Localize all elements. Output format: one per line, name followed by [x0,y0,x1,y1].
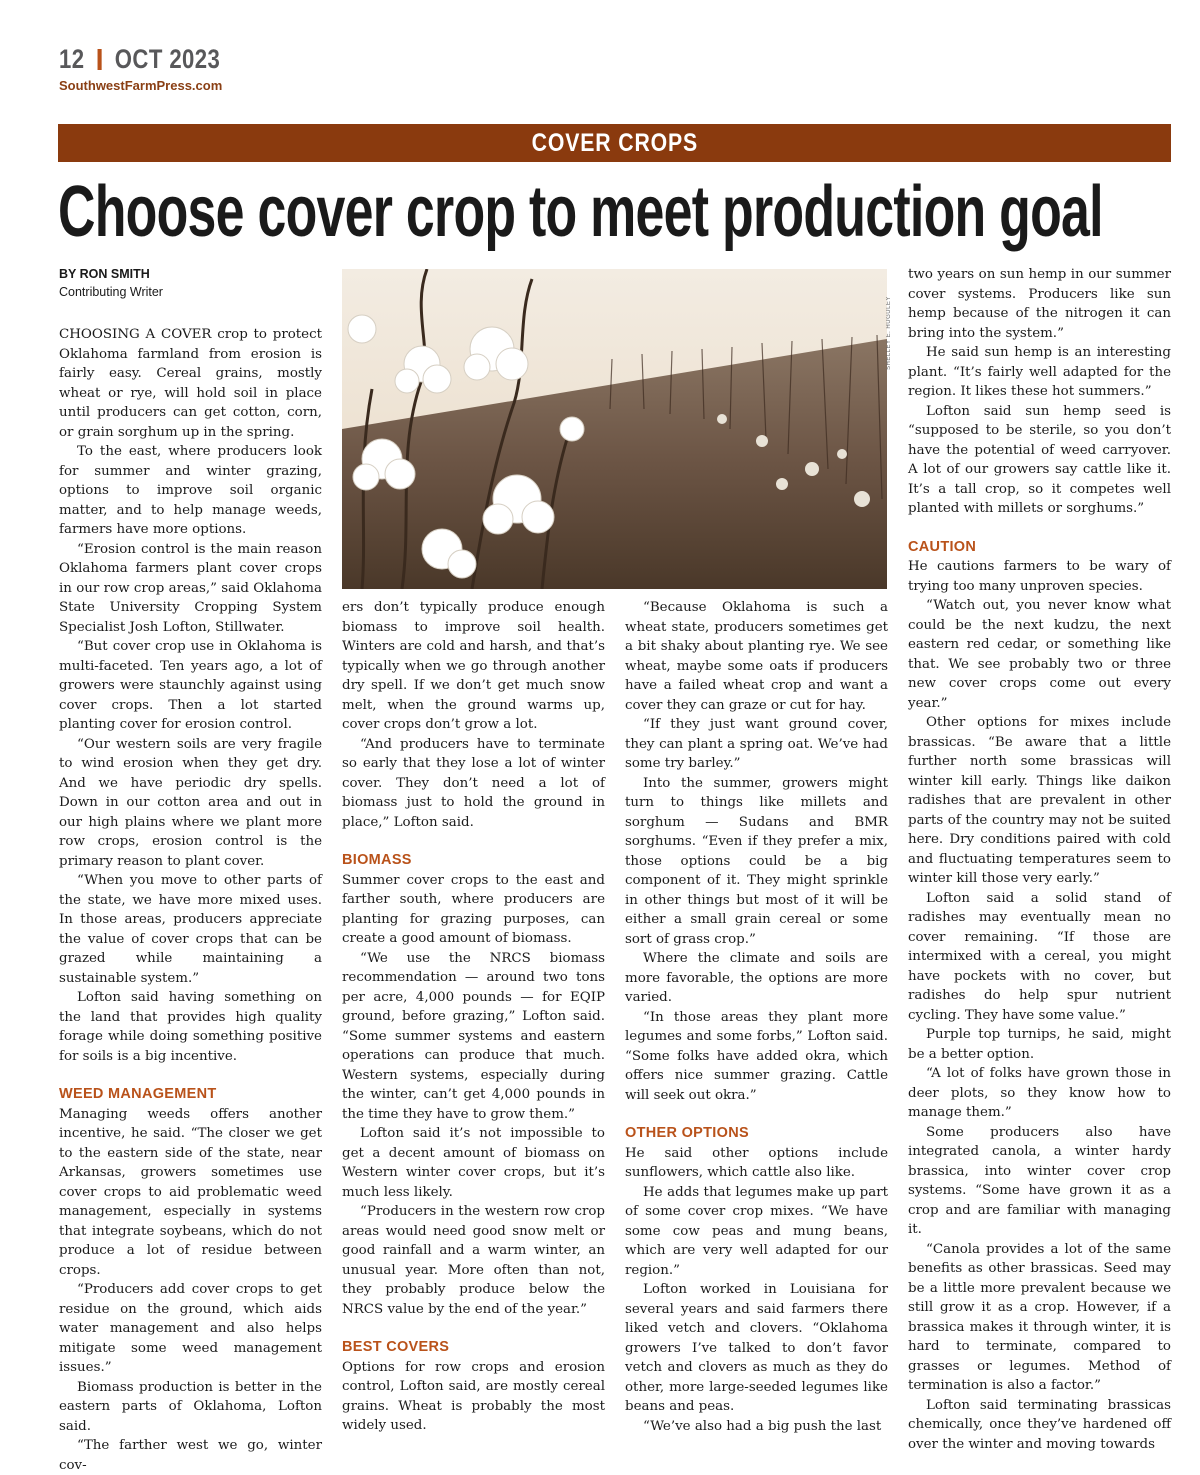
column-2 [342,598,605,1436]
subhead-caution: CAUTION [908,538,977,555]
subhead-weed-management: WEED MANAGEMENT [59,1086,217,1102]
byline-role: Contributing Writer [59,285,163,299]
paragraph: “Producers add cover crops to get residue on the ground, which aids water management and also helps mitigate some weed management issues.” [59,1282,322,1375]
paragraph: Summer cover crops to the east and farther south, where producers are planting for grazing purposes, can create a good amount of biomass. [342,872,605,946]
section-banner [58,124,1171,162]
headline [58,172,1171,252]
paragraph: “We’ve also had a big push the last [643,1418,882,1434]
paragraph: “Erosion control is the main reason Oklahoma farmers plant cover crops in our row crop areas,” said Oklahoma State University Cropping System Specialist Josh Lofton, Stillwater. [59,541,322,635]
paragraph: Into the summer, growers might turn to things like millets and sorghum — Sudans and BMR sorghums. “Even if they prefer a mix, those options could be a big component of it. They might sprinkle in other things but most of it will be either a small grain cereal or some sort of grass crop.” [625,775,888,947]
column-3 [625,598,888,1436]
paragraph: Lofton said a solid stand of radishes may eventually mean no cover remaining. “If those are intermixed with a cereal, you might have pockets with no cover, but radishes do help spur nutrient cycling. They have some value.” [908,890,1171,1023]
paragraph: He said sun hemp is an interesting plant. “It’s fairly well adapted for the region. It likes these hot summers.” [908,345,1171,399]
paragraph: ers don’t typically produce enough biomass to improve soil health. Winters are cold and harsh, and that’s typically when we go through another dry spell. If we don’t get much snow melt, when the ground warms up, cover crops don’t grow a lot. [342,600,605,732]
paragraph: “A lot of folks have grown those in deer plots, so they know how to manage them.” [908,1066,1171,1120]
paragraph: “We use the NRCS biomass recommendation — around two tons per acre, 4,000 pounds — for EQIP ground, before grazing,” Lofton said. “Some summer systems and eastern operations can produce that much. Western systems, especially during the winter, can’t get 4,000 pounds in the time they have to grow them.” [342,950,605,1122]
subhead-biomass: BIOMASS [342,852,412,868]
page-folio [59,44,256,93]
paragraph: “Canola provides a lot of the same benefits as other brassicas. Seed may be a little more prevalent because we still grow it as a crop. However, if a brassica makes it through winter, it is hard to terminate, compared to grasses or legumes. Method of termination is also a factor.” [908,1241,1171,1393]
column-4 [908,265,1171,1454]
page-number: 12 [59,44,85,74]
site-url[interactable]: SouthwestFarmPress.com [59,78,223,93]
issue-date: OCT 2023 [114,44,221,74]
photo-credit: SHELLEY E. HUGULEY [886,296,892,370]
byline-author: BY RON SMITH [59,267,150,281]
paragraph: “Watch out, you never know what could be the next kudzu, the next eastern red cedar, or something like that. We see probably two or three new cover crops come out every year.” [908,598,1171,711]
section-title: COVER CROPS [531,129,698,157]
headline-text: Choose cover crop to meet production goal [58,172,1103,252]
paragraph: Where the climate and soils are more favorable, the options are more varied. [625,951,888,1005]
column-1 [59,265,322,1475]
paragraph: Lofton said it’s not impossible to get a decent amount of biomass on Western winter cover crops, but it’s much less likely. [342,1126,605,1200]
paragraph: “Producers in the western row crop areas would need good snow melt or good rainfall and a warm winter, an unusual year. More often than not, they probably produce below the NRCS value by the end of the year.” [342,1204,605,1317]
paragraph: “And producers have to terminate so early that they lose a lot of winter cover. They don’t need a lot of biomass just to hold the ground in place,” Lofton said. [342,736,605,830]
paragraph: “Our western soils are very fragile to wind erosion when they get dry. And we have periodic dry spells. Down in our cotton area and out in our high plains where we plant more row crops, erosion control is the primary reason to plant cover. [59,736,322,869]
paragraph: Biomass production is better in the eastern parts of Oklahoma, Lofton said. [59,1379,322,1434]
folio-line [59,44,220,75]
paragraph: “In those areas they plant more legumes and some forbs,” Lofton said. “Some folks have added okra, which offers nice summer grazing. Cattle will seek out okra.” [625,1009,888,1103]
paragraph: Purple top turnips, he said, might be a better option. [908,1027,1171,1062]
paragraph: “When you move to other parts of the state, we have more mixed uses. In those areas, producers appreciate the value of cover crops that can be grazed while maintaining a sustainable system.” [59,873,322,986]
cotton-field-photo [342,269,887,589]
subhead-other-options: OTHER OPTIONS [625,1125,749,1141]
cotton-field-illustration [342,269,887,589]
paragraph: Some producers also have integrated canola, a winter hardy brassica, into winter cover crop systems. “Some have grown it as a crop and are familiar with managing it. [908,1124,1171,1237]
paragraph: Managing weeds offers another incentive, he said. “The closer we get to the eastern side of the state, near Arkansas, growers sometimes use cover crops to aid problematic weed management, especially in systems that integrate soybeans, which do not produce a lot of residue between crops. [59,1106,322,1278]
paragraph: two years on sun hemp in our summer cover systems. Producers like sun hemp because of the nitrogen it can bring into the system.” [908,267,1171,341]
paragraph: He adds that legumes make up part of some cover crop mixes. “We have some cow peas and mung beans, which are very well adapted for our region.” [625,1184,888,1278]
paragraph: He said other options include sunflowers, which cattle also like. [625,1145,888,1180]
paragraph: Lofton said having something on the land that provides high quality forage while doing something positive for soils is a big incentive. [59,990,322,1064]
paragraph: Other options for mixes include brassicas. “Be aware that a little further north some brassicas will winter kill early. Things like daikon radishes that are prevalent in other parts of the country may not be suited here. Dry conditions paired with cold and fluctuating temperatures seem to winter kill those very early.” [908,715,1171,886]
paragraph: CHOOSING A COVER crop to protect Oklahoma farmland from erosion is fairly easy. Cereal grains, mostly wheat or rye, will hold soil in place until producers can get cotton, corn, or grain sorghum up in the spring. [59,327,322,440]
paragraph: To the east, where producers look for summer and winter grazing, options to improve soil organic matter, and to help manage weeds, farmers have more options. [59,444,322,537]
paragraph: Options for row crops and erosion control, Lofton said, are mostly cereal grains. Wheat is probably the most widely used. [342,1359,605,1433]
paragraph: “Because Oklahoma is such a wheat state, producers sometimes get a bit shaky about planting rye. We see wheat, maybe some oats if producers have a failed wheat crop and want a cover they can graze or cut for hay. [625,600,888,713]
paragraph: Lofton said sun hemp seed is “supposed to be sterile, so you don’t have the potential of weed carryover. A lot of our growers say cattle like it. It’s a tall crop, so it competes well planted with millets or sorghums.” [908,403,1171,516]
paragraph: “The farther west we go, winter cov- [59,1438,322,1473]
paragraph: “If they just want ground cover, they can plant a spring oat. We’ve had some try barley.” [625,717,888,771]
paragraph: Lofton said terminating brassicas chemically, once they’ve hardened off over the winter and moving towards [908,1397,1171,1452]
paragraph: He cautions farmers to be wary of trying too many unproven species. [908,559,1171,594]
folio-divider [98,49,102,70]
paragraph: “But cover crop use in Oklahoma is multi-faceted. Ten years ago, a lot of growers were staunchly against using cover crops. Then a lot started planting cover for erosion control. [59,639,322,732]
subhead-best-covers: BEST COVERS [342,1339,450,1355]
paragraph: Lofton worked in Louisiana for several years and said farmers there liked vetch and clovers. “Oklahoma growers I’ve talked to don’t favor vetch and clovers as much as they do other, more large-seeded legumes like beans and peas. [625,1282,888,1414]
